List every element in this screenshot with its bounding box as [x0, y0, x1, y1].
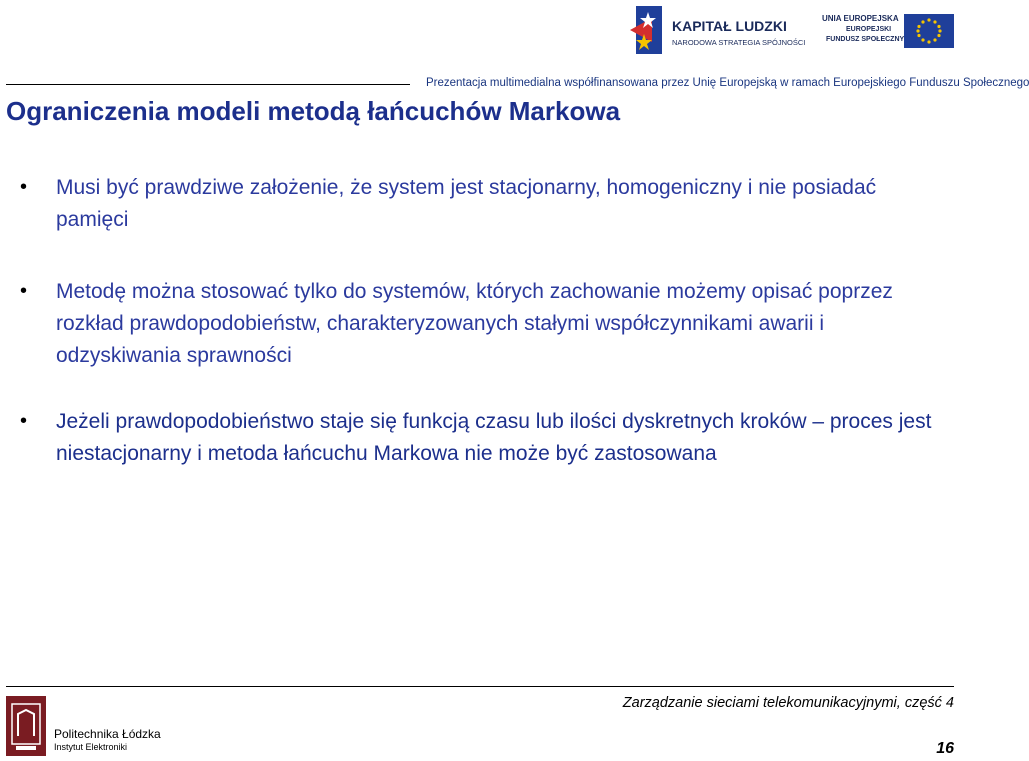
- cofinancing-note: Prezentacja multimedialna współfinansowana przez Unię Europejską w ramach Europejskiego Funduszu Społecznego: [426, 77, 1029, 89]
- university-name: Politechnika Łódzka: [54, 727, 161, 741]
- slide-title: Ograniczenia modeli metodą łańcuchów Markowa: [6, 96, 621, 126]
- kapital-ludzki-logo: [630, 4, 806, 58]
- kapital-ludzki-emblem-icon: [630, 4, 664, 56]
- eu-logo-line3: FUNDUSZ SPOŁECZNY: [826, 36, 905, 43]
- eu-flag-icon: [904, 14, 954, 48]
- header-divider: [6, 84, 410, 85]
- institute-name: Instytut Elektroniki: [54, 742, 128, 752]
- course-title: Zarządzanie sieciami telekomunikacyjnymi, część 4: [622, 695, 954, 711]
- page-number: 16: [936, 740, 954, 757]
- bullet-text-3: Jeżeli prawdopodobieństwo staje się funkcją czasu lub ilości dyskretnych kroków – proces jest niestacjonarny i metoda łańcuchu Markowa nie może być zastosowana: [56, 410, 932, 465]
- politechnika-lodzka-emblem-icon: [6, 696, 46, 756]
- kapital-ludzki-title: KAPITAŁ LUDZKI: [672, 18, 787, 34]
- bullet-mark: •: [20, 410, 28, 432]
- bullet-mark: •: [20, 280, 28, 302]
- bullet-text-1: Musi być prawdziwe założenie, że system jest stacjonarny, homogeniczny i nie posiadać pamięci: [56, 176, 877, 231]
- bullet-mark: •: [20, 176, 28, 198]
- eu-logo-line1: UNIA EUROPEJSKA: [822, 14, 899, 23]
- eu-logo-line2: EUROPEJSKI: [846, 26, 892, 33]
- bullet-text-2: Metodę można stosować tylko do systemów, których zachowanie możemy opisać poprzez rozkład prawdopodobieństw, charakteryzowanych stałymi współczynnikami awarii i odzyskiwania sprawności: [56, 280, 893, 367]
- kapital-ludzki-subtitle: NARODOWA STRATEGIA SPÓJNOŚCI: [672, 38, 806, 47]
- eu-logo: [822, 12, 956, 54]
- footer-divider: [6, 686, 954, 687]
